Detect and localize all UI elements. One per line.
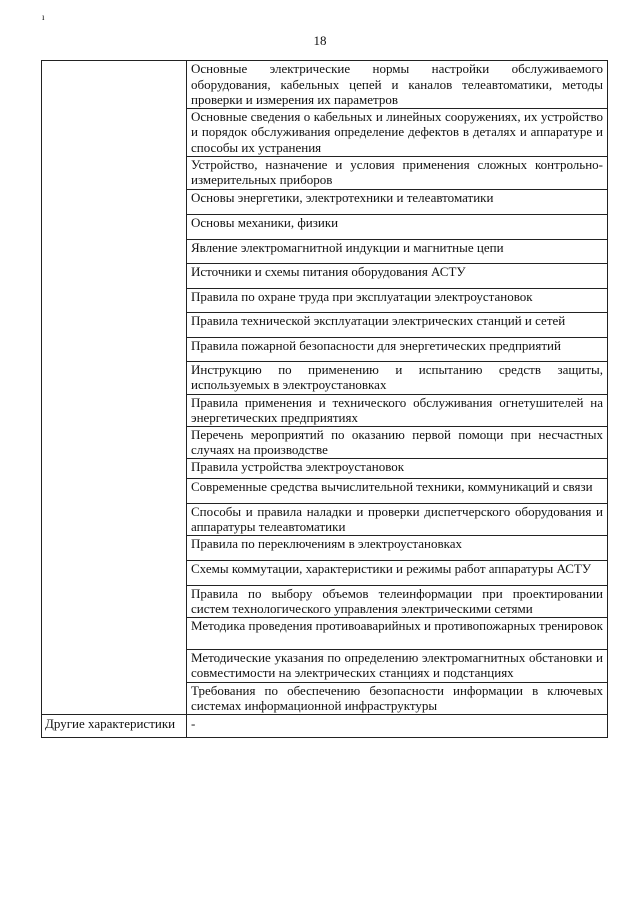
requirement-cell: Основные сведения о кабельных и линейных сооружениях, их устройство и порядок обслуживания определение дефектов в деталях и аппаратуре и способы их устранения bbox=[187, 108, 608, 156]
requirement-cell: Правила устройства электроустановок bbox=[187, 458, 608, 478]
requirement-cell: Устройство, назначение и условия применения сложных контрольно-измерительных приборов bbox=[187, 156, 608, 189]
requirements-table-body bbox=[42, 61, 608, 738]
requirement-cell: Методические указания по определению электромагнитных обстановки и совместимости на электрических станциях и подстанциях bbox=[187, 649, 608, 682]
other-characteristics-value: - bbox=[187, 714, 608, 737]
requirement-cell: Способы и правила наладки и проверки диспетчерского оборудования и аппаратуры телеавтоматики bbox=[187, 503, 608, 535]
requirement-cell: Современные средства вычислительной техники, коммуникаций и связи bbox=[187, 478, 608, 503]
table-row-other-characteristics bbox=[42, 714, 608, 737]
requirement-cell: Методика проведения противоаварийных и противопожарных тренировок bbox=[187, 617, 608, 649]
requirement-cell: Правила технической эксплуатации электрических станций и сетей bbox=[187, 312, 608, 337]
requirements-table bbox=[41, 60, 608, 738]
requirement-cell: Основы механики, физики bbox=[187, 214, 608, 239]
requirement-cell: Схемы коммутации, характеристики и режимы работ аппаратуры АСТУ bbox=[187, 560, 608, 585]
requirement-cell: Источники и схемы питания оборудования АСТУ bbox=[187, 263, 608, 288]
corner-mark: ı bbox=[42, 12, 45, 22]
page-number: 18 bbox=[313, 33, 327, 48]
requirement-cell: Основы энергетики, электротехники и телеавтоматики bbox=[187, 189, 608, 214]
table-row bbox=[42, 61, 608, 109]
requirement-cell: Явление электромагнитной индукции и магнитные цепи bbox=[187, 239, 608, 263]
row-label-other-characteristics: Другие характеристики bbox=[42, 714, 187, 737]
requirement-cell: Правила применения и технического обслуживания огнетушителей на энергетических предприятиях bbox=[187, 394, 608, 426]
requirement-cell: Требования по обеспечению безопасности информации в ключевых системах информационной инфраструктуры bbox=[187, 682, 608, 714]
requirement-cell: Основные электрические нормы настройки обслуживаемого оборудования, кабельных цепей и каналов телеавтоматики, методы проверки и измерения их параметров bbox=[187, 61, 608, 109]
row-label-empty bbox=[42, 61, 187, 715]
requirement-cell: Правила по охране труда при эксплуатации электроустановок bbox=[187, 288, 608, 312]
requirement-cell: Правила пожарной безопасности для энергетических предприятий bbox=[187, 337, 608, 361]
requirement-cell: Перечень мероприятий по оказанию первой помощи при несчастных случаях на производстве bbox=[187, 426, 608, 458]
requirement-cell: Правила по выбору объемов телеинформации при проектировании систем технологического управления электрическими сетями bbox=[187, 585, 608, 617]
requirement-cell: Инструкцию по применению и испытанию средств защиты, используемых в электроустановках bbox=[187, 361, 608, 394]
requirement-cell: Правила по переключениям в электроустановках bbox=[187, 535, 608, 560]
